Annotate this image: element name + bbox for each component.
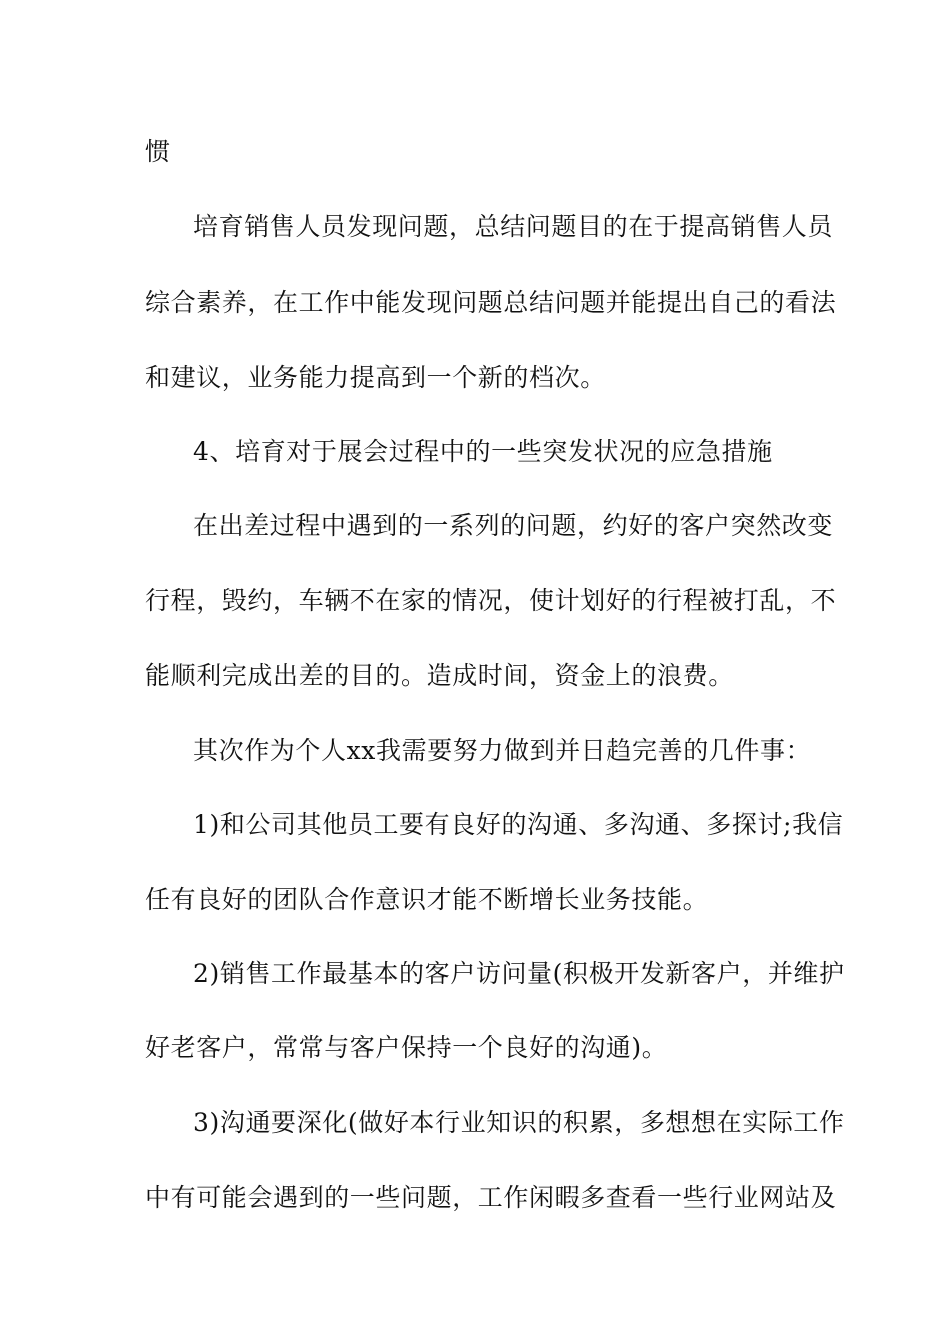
text-line-15: 中有可能会遇到的一些问题，工作闲暇多查看一些行业网站及 [145, 1183, 837, 1212]
text-line-9: 其次作为个人xx我需要努力做到并日趋完善的几件事： [193, 736, 812, 765]
text-line-12: 2)销售工作最基本的客户访问量(积极开发新客户，并维护 [193, 959, 845, 988]
text-line-2: 培育销售人员发现问题，总结问题目的在于提高销售人员 [193, 212, 834, 241]
text-line-6: 在出差过程中遇到的一系列的问题，约好的客户突然改变 [193, 511, 834, 540]
text-line-1: 惯 [145, 137, 171, 166]
text-line-13: 好老客户，常常与客户保持一个良好的沟通)。 [145, 1033, 668, 1062]
text-line-8: 能顺利完成出差的目的。造成时间，资金上的浪费。 [145, 661, 734, 690]
text-line-11: 任有良好的团队合作意识才能不断增长业务技能。 [145, 885, 709, 914]
text-line-7: 行程，毁约，车辆不在家的情况，使计划好的行程被打乱，不 [145, 586, 837, 615]
text-line-3: 综合素养，在工作中能发现问题总结问题并能提出自己的看法 [145, 288, 837, 317]
text-line-14: 3)沟通要深化(做好本行业知识的积累，多想想在实际工作 [193, 1108, 845, 1137]
text-line-5: 4、培育对于展会过程中的一些突发状况的应急措施 [193, 437, 773, 466]
text-line-4: 和建议，业务能力提高到一个新的档次。 [145, 363, 606, 392]
text-line-10: 1)和公司其他员工要有良好的沟通、多沟通、多探讨;我信 [193, 810, 844, 839]
